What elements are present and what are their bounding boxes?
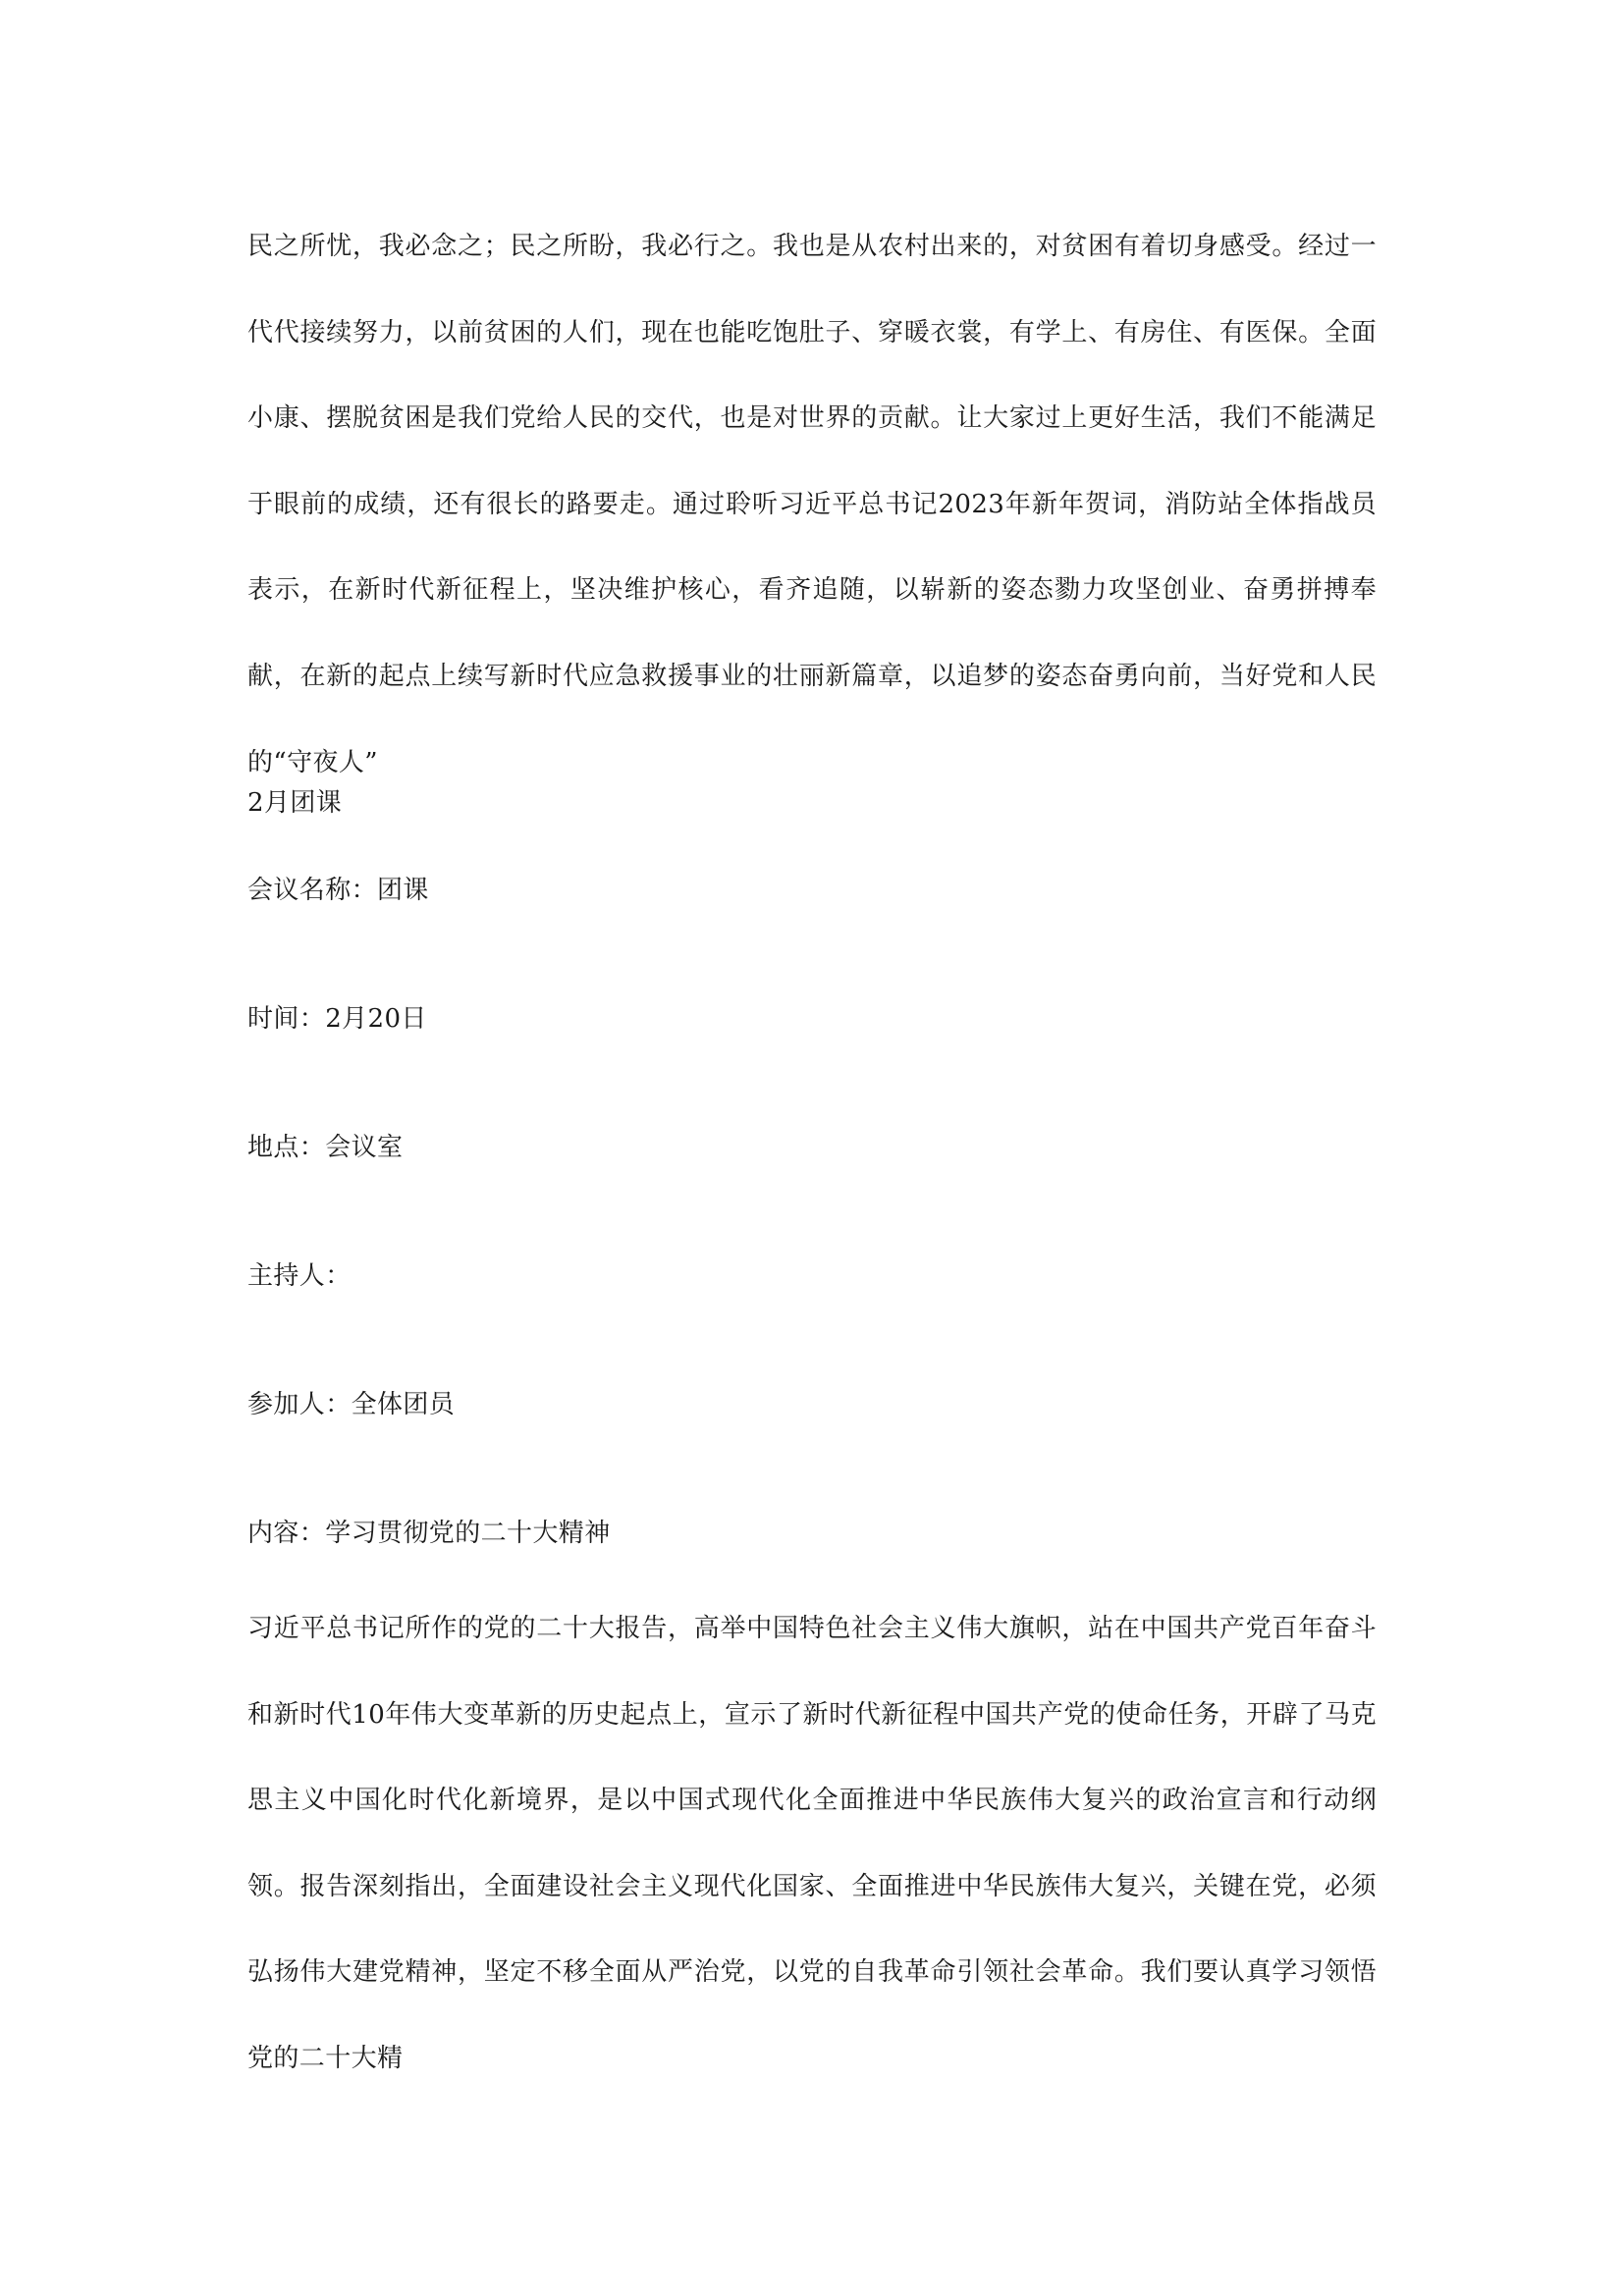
paragraph-twentieth-congress: 习近平总书记所作的党的二十大报告，高举中国特色社会主义伟大旗帜，站在中国共产党百年奋斗和新时代10年伟大变革新的历史起点上，宣示了新时代新征程中国共产党的使命任务，开辟了马克思主义中国化时代化新境界，是以中国式现代化全面推进中华民族伟大复兴的政治宣言和行动纲领。报告深刻指出，全面建设社会主义现代化国家、全面推进中华民族伟大复兴，关键在党，必须弘扬伟大建党精神，坚定不移全面从严治党，以党的自我革命引领社会革命。我们要认真学习领悟党的二十大精 — [247, 1614, 1377, 2073]
meeting-host: 主持人： — [247, 1261, 352, 1291]
paragraph-new-year-address: 民之所忧，我必念之；民之所盼，我必行之。我也是从农村出来的，对贫困有着切身感受。经过一代代接续努力，以前贫困的人们，现在也能吃饱肚子、穿暖衣裳，有学上、有房住、有医保。全面小康、摆脱贫困是我们党给人民的交代，也是对世界的贡献。让大家过上更好生活，我们不能满足于眼前的成绩，还有很长的路要走。通过聆听习近平总书记2023年新年贺词，消防站全体指战员表示，在新时代新征程上，坚决维护核心，看齐追随，以崭新的姿态勠力攻坚创业、奋勇拼搏奉献，在新的起点上续写新时代应急救援事业的壮丽新篇章，以追梦的姿态奋勇向前，当好党和人民的“守夜人” — [247, 232, 1377, 777]
section-heading: 2月团课 — [247, 788, 343, 818]
meeting-time: 时间：2月20日 — [247, 1004, 427, 1034]
meeting-name: 会议名称：团课 — [247, 876, 429, 905]
meeting-place: 地点：会议室 — [247, 1133, 404, 1162]
meeting-content: 内容：学习贯彻党的二十大精神 — [247, 1519, 611, 1548]
meeting-participants: 参加人：全体团员 — [247, 1390, 456, 1419]
